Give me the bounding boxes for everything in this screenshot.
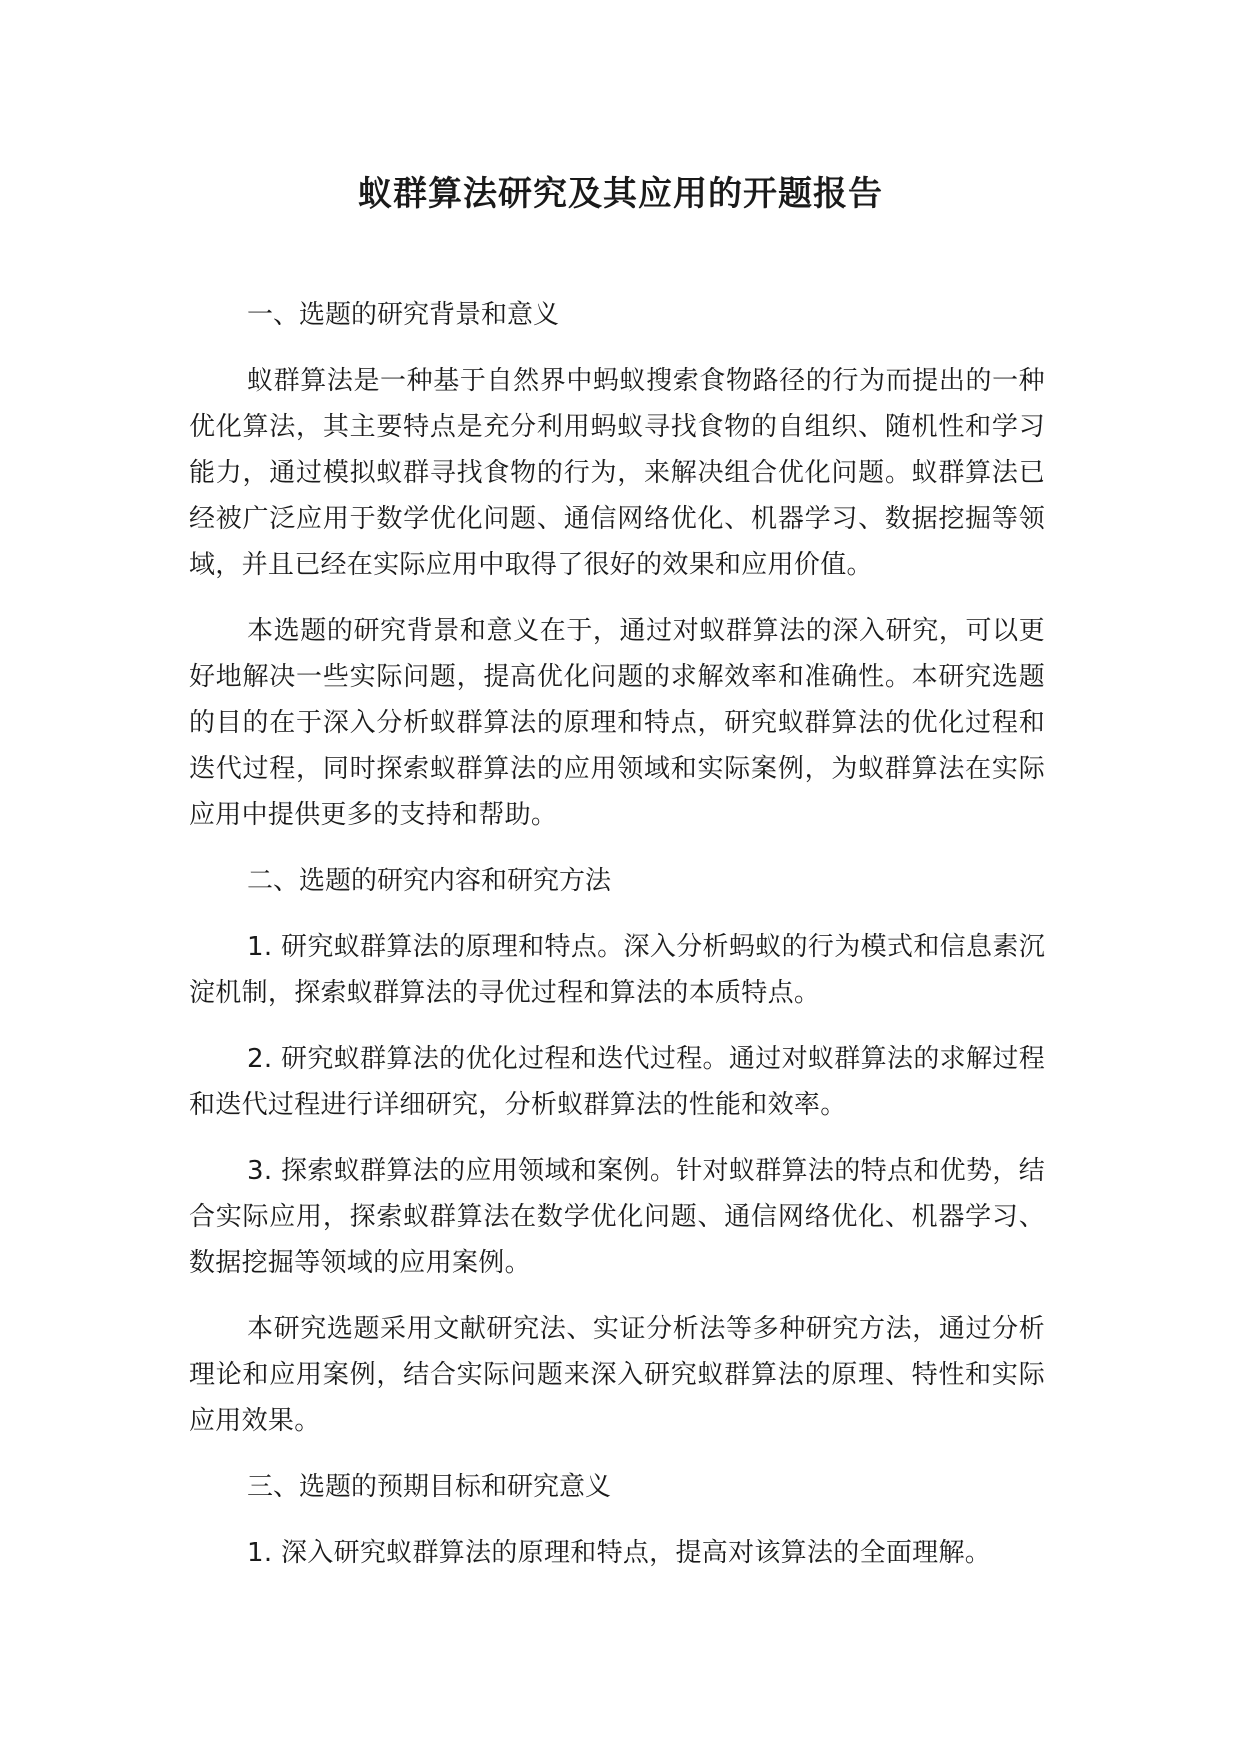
paragraph-goal-item-1: 1. 深入研究蚁群算法的原理和特点，提高对该算法的全面理解。 [247,1538,992,1568]
section-heading-2: 二、选题的研究内容和研究方法 [247,866,612,896]
paragraph-significance: 本选题的研究背景和意义在于，通过对蚁群算法的深入研究，可以更好地解决一些实际问题，提高优化问题的求解效率和准确性。本研究选题的目的在于深入分析蚁群算法的原理和特点，研究蚁群算法的优化过程和迭代过程，同时探索蚁群算法的应用领域和实际案例，为蚁群算法在实际应用中提供更多的支持和帮助。 [189,616,1045,830]
document-body [189,292,1045,1596]
paragraph-content-item-2: 2. 研究蚁群算法的优化过程和迭代过程。通过对蚁群算法的求解过程和迭代过程进行详细研究，分析蚁群算法的性能和效率。 [189,1044,1045,1120]
paragraph-content-item-3: 3. 探索蚁群算法的应用领域和案例。针对蚁群算法的特点和优势，结合实际应用，探索蚁群算法在数学优化问题、通信网络优化、机器学习、数据挖掘等领域的应用案例。 [189,1156,1045,1278]
section-heading-1: 一、选题的研究背景和意义 [247,300,560,330]
paragraph-background: 蚁群算法是一种基于自然界中蚂蚁搜索食物路径的行为而提出的一种优化算法，其主要特点是充分利用蚂蚁寻找食物的自组织、随机性和学习能力，通过模拟蚁群寻找食物的行为，来解决组合优化问题。蚁群算法已经被广泛应用于数学优化问题、通信网络优化、机器学习、数据挖掘等领域，并且已经在实际应用中取得了很好的效果和应用价值。 [189,366,1045,580]
document-title: 蚁群算法研究及其应用的开题报告 [358,174,883,214]
paragraph-content-item-1: 1. 研究蚁群算法的原理和特点。深入分析蚂蚁的行为模式和信息素沉淀机制，探索蚁群算法的寻优过程和算法的本质特点。 [189,932,1045,1008]
paragraph-methods: 本研究选题采用文献研究法、实证分析法等多种研究方法，通过分析理论和应用案例，结合实际问题来深入研究蚁群算法的原理、特性和实际应用效果。 [189,1314,1045,1436]
section-heading-3: 三、选题的预期目标和研究意义 [247,1472,612,1502]
